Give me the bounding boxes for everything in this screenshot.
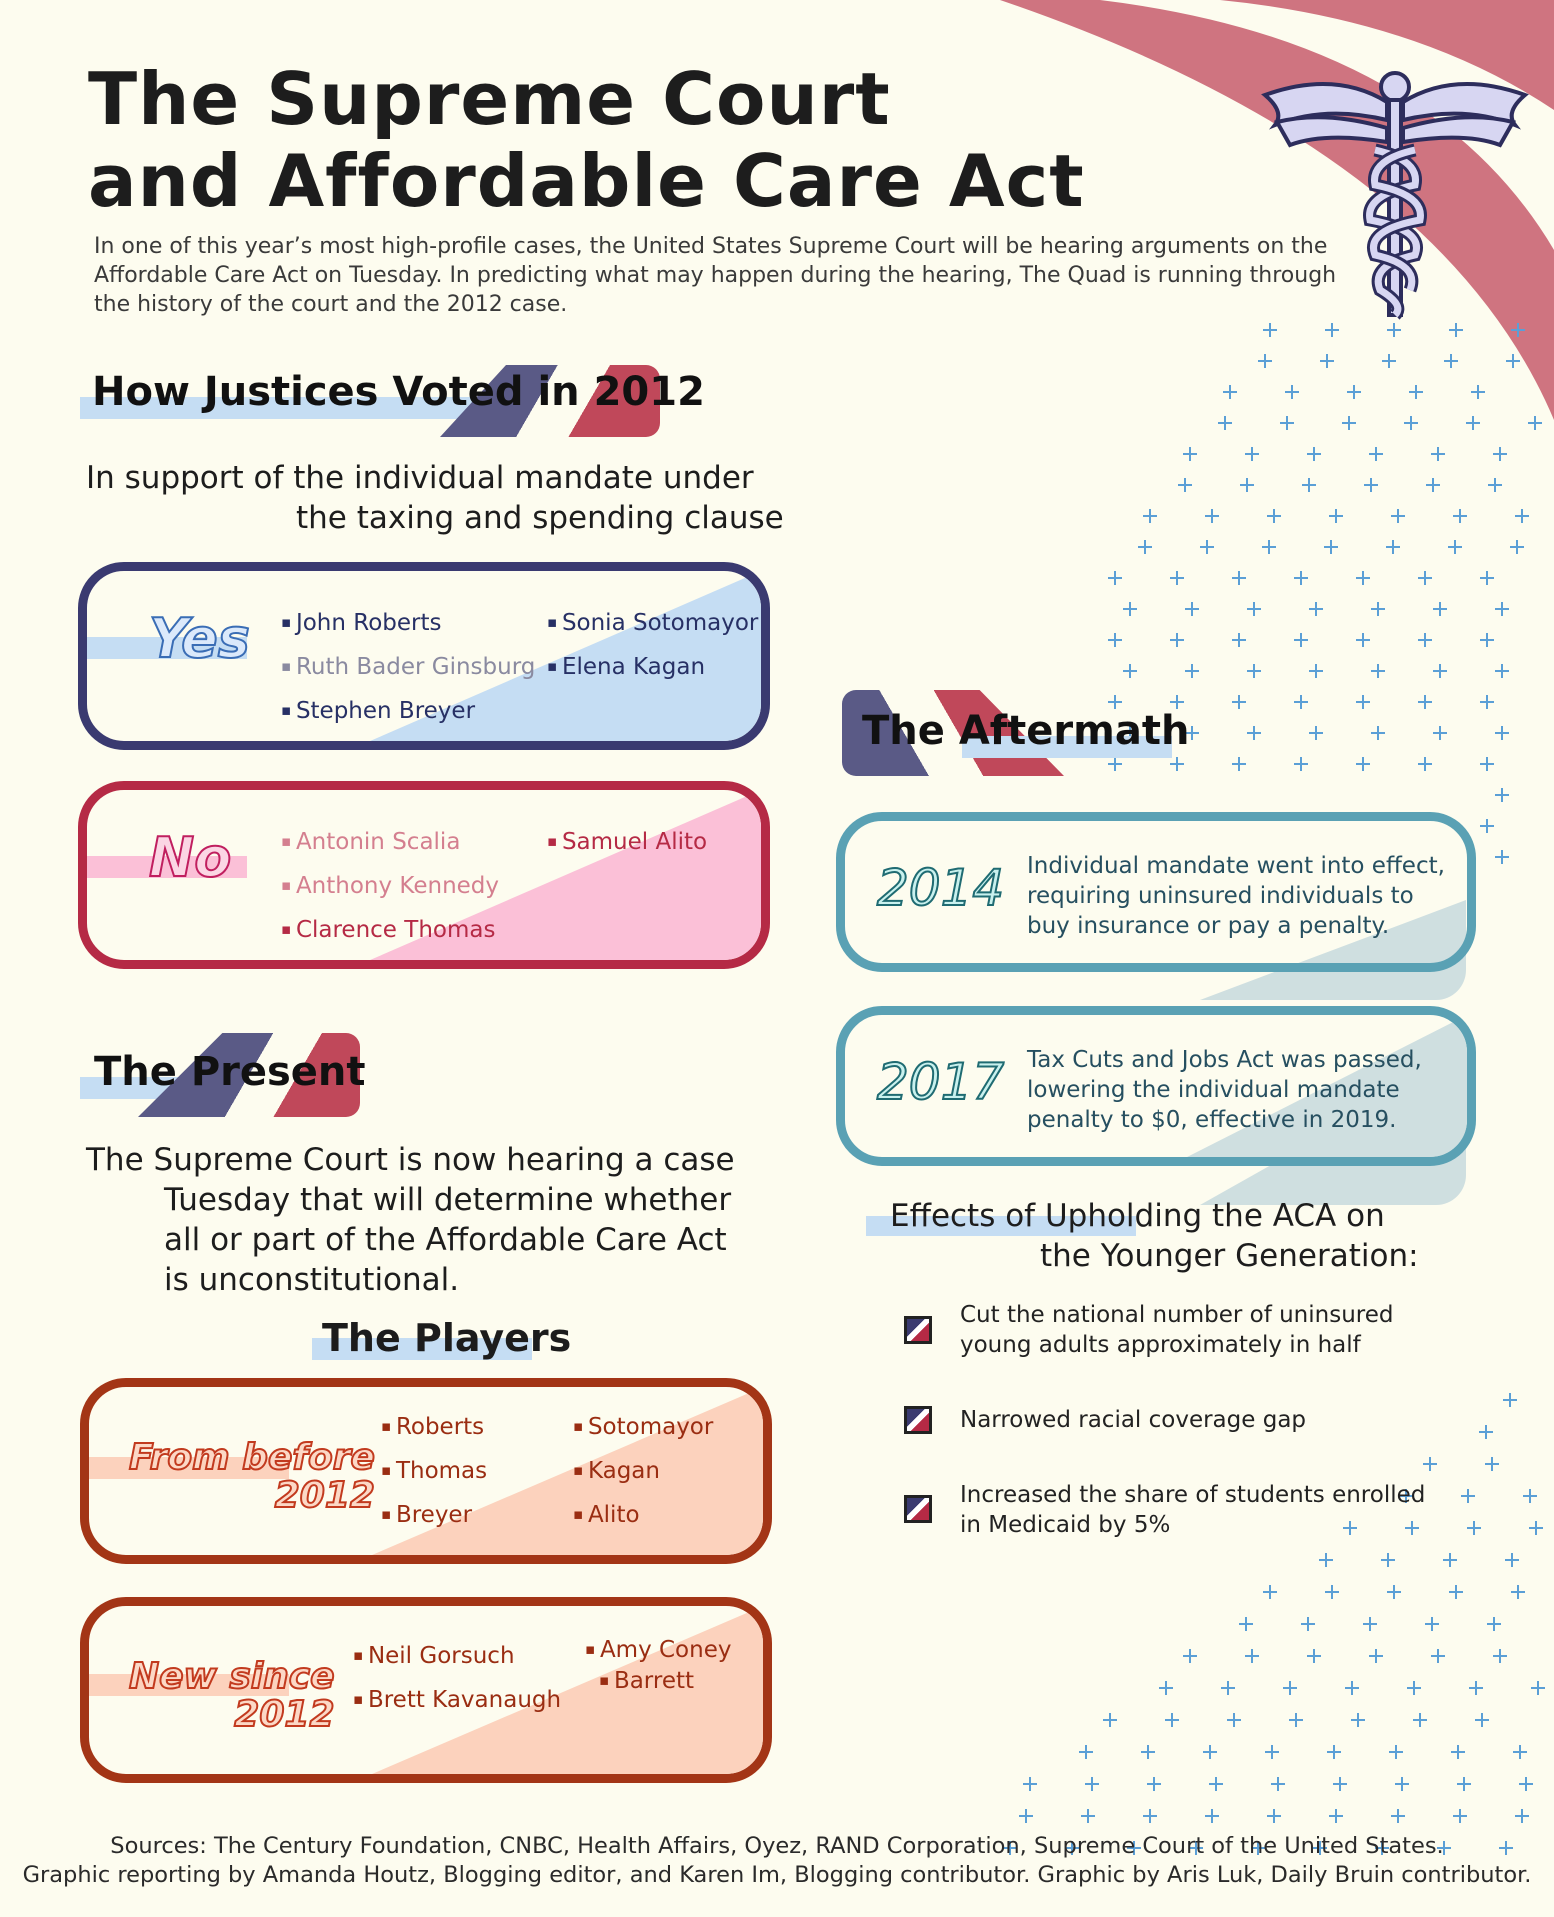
players-before-card [80, 1378, 772, 1564]
players-heading-wrap [312, 1316, 572, 1364]
votes-heading-banner [80, 365, 705, 437]
justice-name: ▪ Stephen Breyer [281, 689, 535, 733]
present-heading-banner [80, 1033, 366, 1117]
title-line-2: and Affordable Care Act [88, 139, 1085, 223]
event-year: 2014 [877, 859, 1005, 917]
player-name: ▪ Amy Coney [585, 1634, 731, 1665]
player-name-continued: ▪ Barrett [585, 1665, 731, 1696]
footer-credits-line: Graphic reporting by Amanda Houtz, Blogging editor, and Karen Im, Blogging contributor. Graphic by Aris Luk, Daily Bruin contributor. [22, 1862, 1532, 1888]
event-2017-card [836, 1006, 1476, 1166]
aftermath-heading: The Aftermath [862, 708, 1190, 754]
present-text: The Supreme Court is now hearing a case Tuesday that will determine whether all or part of the Affordable Care Act is unconstitutional. [86, 1142, 735, 1298]
no-names-col-1 [281, 820, 499, 952]
yes-label: Yes [149, 607, 250, 670]
aftermath-heading-banner [842, 690, 1190, 776]
present-heading: The Present [94, 1049, 366, 1095]
before-label: From before 2012 [129, 1437, 375, 1516]
no-names-col-2 [547, 820, 707, 864]
yes-names-col-2 [547, 601, 758, 689]
justice-name: ▪ Samuel Alito [547, 820, 707, 864]
title-line-1: The Supreme Court [88, 57, 891, 141]
players-new-card [80, 1597, 772, 1783]
effects-heading: Effects of Upholding the ACA on the Younger Generation: [866, 1196, 1426, 1276]
player-name: ▪ Kagan [573, 1449, 713, 1493]
intro-paragraph: In one of this year’s most high-profile cases, the United States Supreme Court will be hearing arguments on the Affordable Care Act on Tuesday. In predicting what may happen during the hearing, The Quad is running through the history of the court and the 2012 case. [94, 234, 1337, 317]
no-vote-card [78, 781, 770, 969]
player-name: ▪ Sotomayor [573, 1405, 713, 1449]
players-heading: The Players [322, 1316, 572, 1360]
justice-name: ▪ John Roberts [281, 601, 535, 645]
page-title [88, 58, 1085, 222]
justice-name: ▪ Antonin Scalia [281, 820, 499, 864]
player-name: ▪ Neil Gorsuch [353, 1634, 561, 1678]
effect-item: Cut the national number of uninsured young adults approximately in half [960, 1302, 1394, 1358]
player-name: ▪ Breyer [381, 1493, 487, 1537]
before-names-col-1 [381, 1405, 487, 1537]
footer-credits [0, 1832, 1554, 1890]
new-label: New since 2012 [129, 1656, 335, 1735]
yes-vote-card [78, 562, 770, 750]
justice-name: ▪ Sonia Sotomayor [547, 601, 758, 645]
checkbox-icon [904, 1495, 932, 1523]
effect-item: Narrowed racial coverage gap [960, 1407, 1307, 1433]
checkbox-icon [904, 1406, 932, 1434]
event-2014-card [836, 812, 1476, 972]
footer-sources: Sources: The Century Foundation, CNBC, Health Affairs, Oyez, RAND Corporation, Supreme Court of the United States. [110, 1833, 1444, 1859]
justice-name: ▪ Elena Kagan [547, 645, 758, 689]
new-names-col-1 [353, 1634, 561, 1722]
justice-name: ▪ Anthony Kennedy [281, 864, 499, 908]
new-names-col-2 [585, 1634, 731, 1696]
event-text: Tax Cuts and Jobs Act was passed, lowering the individual mandate penalty to $0, effective in 2019. [1027, 1047, 1422, 1133]
player-name: ▪ Thomas [381, 1449, 487, 1493]
before-names-col-2 [573, 1405, 713, 1537]
checkbox-icon [904, 1316, 932, 1344]
effect-item: Increased the share of students enrolled in Medicaid by 5% [960, 1482, 1426, 1538]
player-name: ▪ Brett Kavanaugh [353, 1678, 561, 1722]
justice-name: ▪ Clarence Thomas [281, 908, 499, 952]
votes-subtitle: In support of the individual mandate under the taxing and spending clause [86, 460, 784, 536]
justice-name: ▪ Ruth Bader Ginsburg [281, 645, 535, 689]
no-label: No [149, 826, 232, 889]
player-name: ▪ Roberts [381, 1405, 487, 1449]
event-text: Individual mandate went into effect, requiring uninsured individuals to buy insurance or pay a penalty. [1027, 853, 1445, 939]
yes-names-col-1 [281, 601, 535, 733]
player-name: ▪ Alito [573, 1493, 713, 1537]
event-year: 2017 [877, 1053, 1005, 1111]
votes-heading: How Justices Voted in 2012 [92, 369, 705, 415]
